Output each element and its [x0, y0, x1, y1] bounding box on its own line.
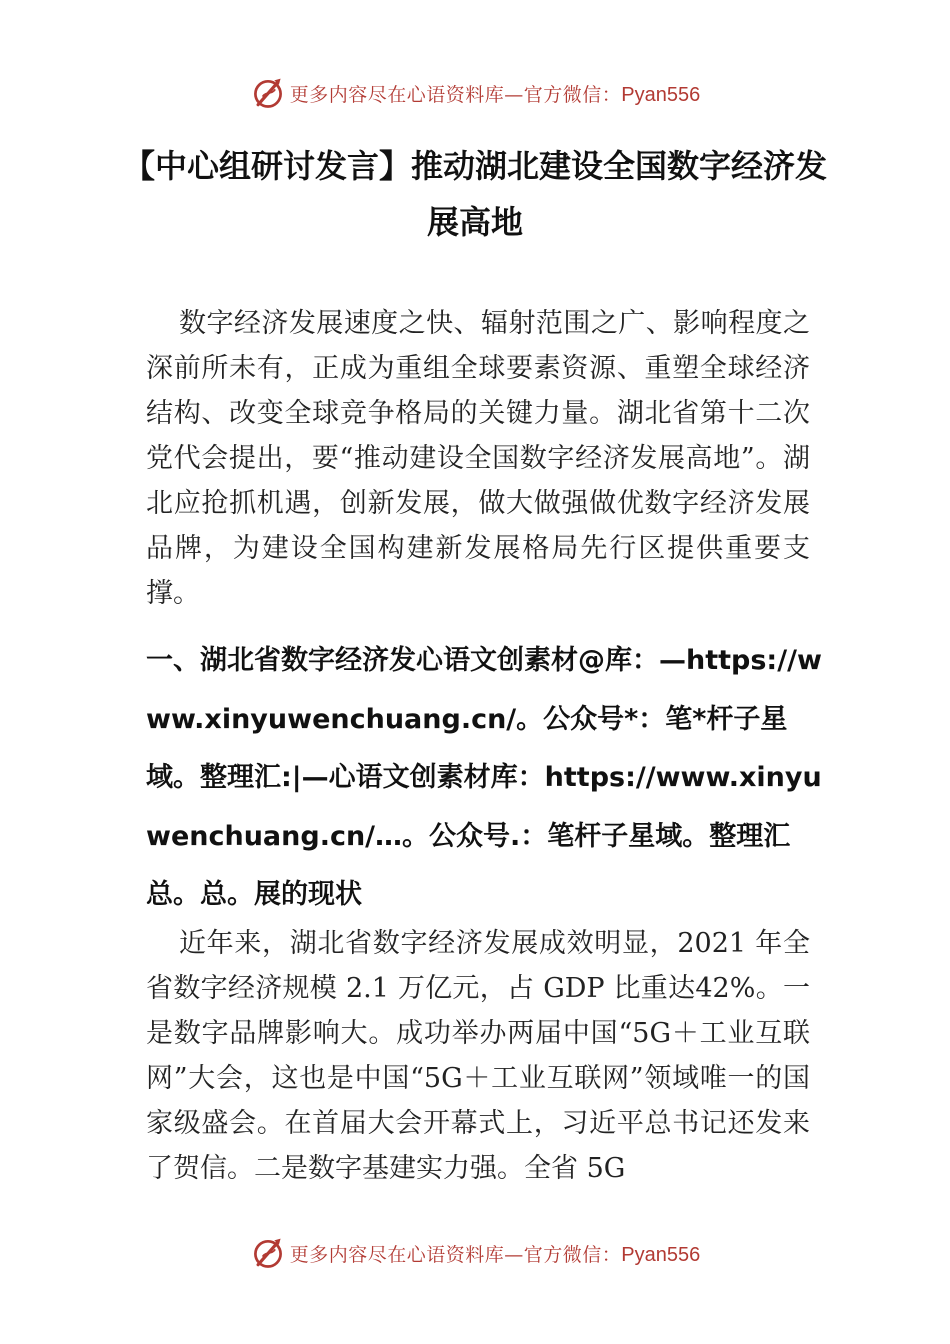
intro-paragraph: 数字经济发展速度之快、辐射范围之广、影响程度之深前所未有，正成为重组全球要素资源、重塑全球经济结构、改变全球竞争格局的关键力量。湖北省第十二次党代会提出，要“推动建设全国数字经济发展高地”。湖北应抢抓机遇，创新发展，做大做强做优数字经济发展品牌，为建设全国构建新发展格局先行区提供重要支撑。	[146, 308, 810, 609]
header-watermark	[0, 73, 950, 113]
watermark-text	[290, 1240, 700, 1267]
watermark-text	[290, 80, 700, 107]
section-heading: 一、湖北省数字经济发心语文创素材@库：—https://www.xinyuwenchuang.cn/。公众号*：笔*杆子星域。整理汇:|—心语文创素材库：https://www.xinyuwenchuang.cn/…。公众号.：笔杆子星域。整理汇总。总。展的现状	[146, 645, 822, 910]
watermark-wechat-id: Pyan556	[621, 83, 701, 106]
watermark-label: 更多内容尽在心语资料库—官方微信：	[289, 83, 622, 106]
pen-logo-icon	[250, 75, 286, 111]
document-title: 【中心组研讨发言】推动湖北建设全国数字经济发展高地	[122, 147, 827, 241]
watermark-label: 更多内容尽在心语资料库—官方微信：	[289, 1243, 622, 1266]
status-paragraph: 近年来，湖北省数字经济发展成效明显，2021 年全省数字经济规模 2.1 万亿元，占 GDP 比重达42%。一是数字品牌影响大。成功举办两届中国“5G＋工业互联网”大会，这也是中国“5G＋工业互联网”领域唯一的国家级盛会。在首届大会开幕式上，习近平总书记还发来了贺信。二是数字基建实力强。全省 5G	[146, 928, 810, 1184]
watermark-wechat-id: Pyan556	[621, 1243, 701, 1266]
pen-logo-icon	[250, 1235, 286, 1271]
footer-watermark	[0, 1233, 950, 1273]
